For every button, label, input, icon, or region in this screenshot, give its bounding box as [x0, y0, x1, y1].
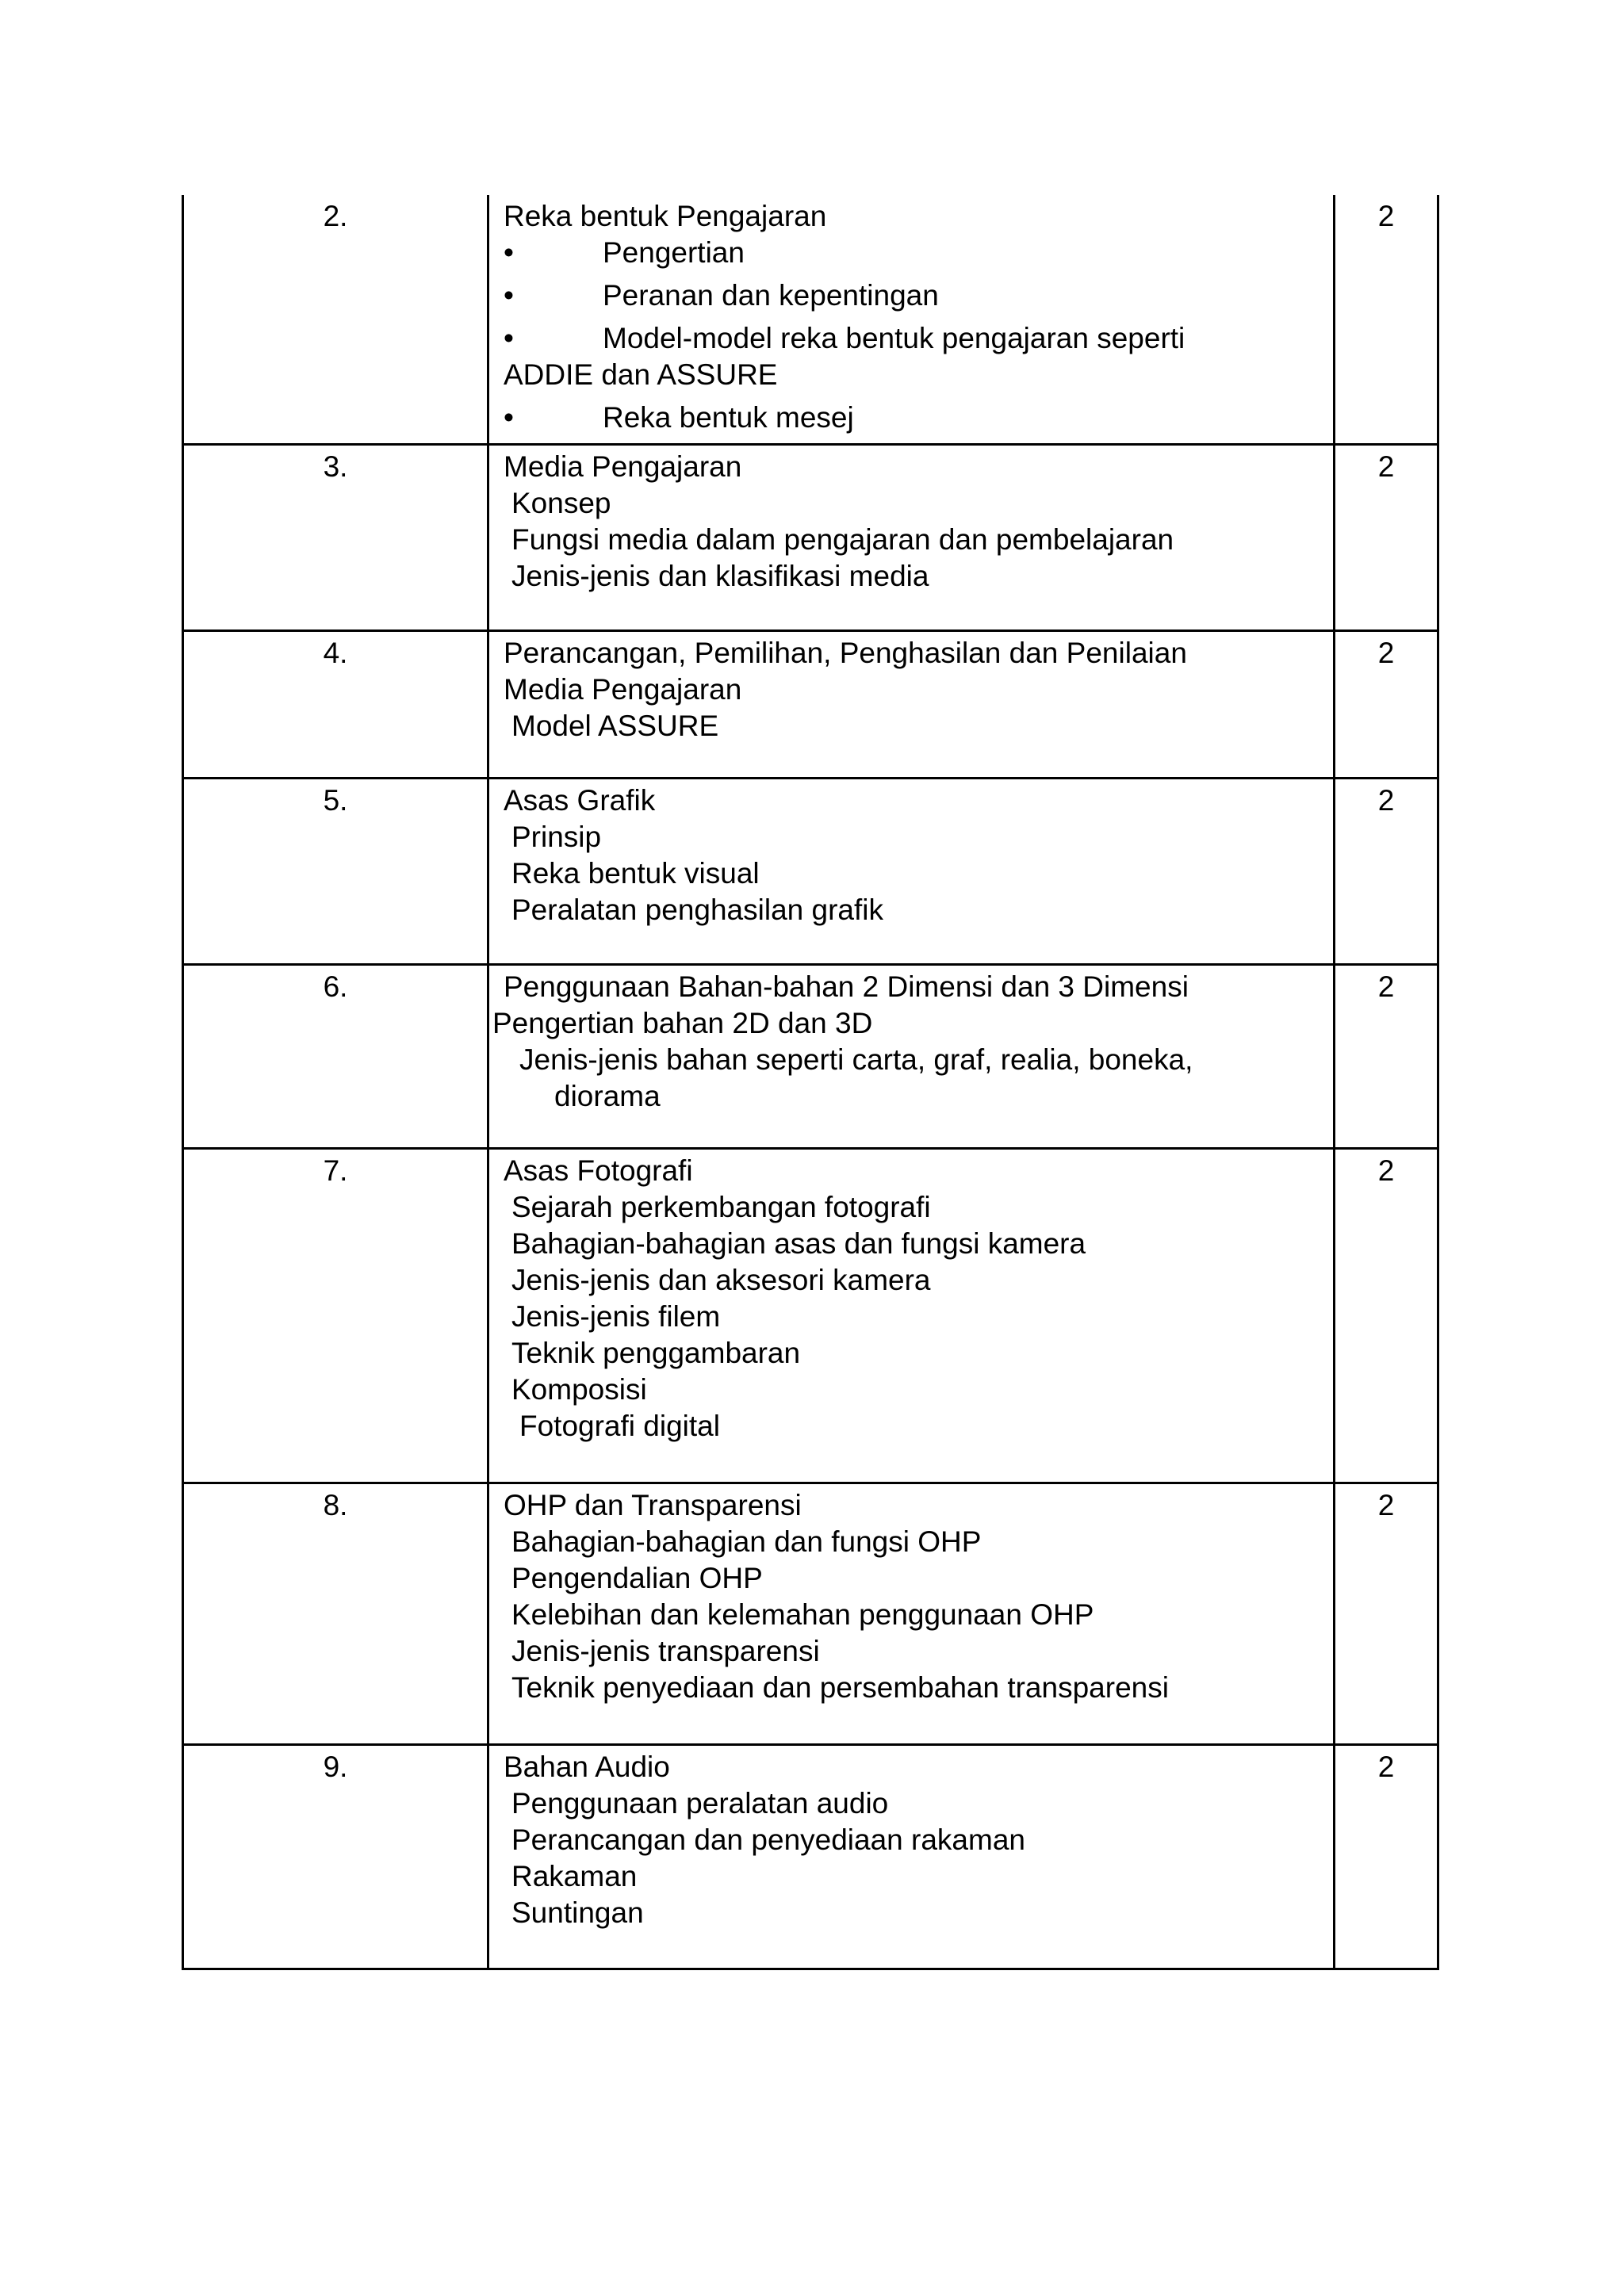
list-item-continuation: ADDIE dan ASSURE: [504, 358, 778, 391]
row-number-cell: [183, 1148, 488, 1483]
topic-cell: [488, 1148, 1335, 1483]
list-item: Kelebihan dan kelemahan penggunaan OHP: [511, 1598, 1094, 1631]
topic-cell: [488, 964, 1335, 1148]
topic-cell: [488, 778, 1335, 964]
hours-cell: [1335, 444, 1438, 630]
list-item: [504, 277, 1325, 314]
list-item-text: Peranan dan kepentingan: [603, 279, 939, 312]
list-item: [504, 400, 1325, 436]
bullet-icon: •: [504, 401, 514, 434]
hours-value: 2: [1377, 970, 1395, 1003]
topic-cell: [488, 195, 1335, 444]
table-row: [183, 1148, 1438, 1483]
hours-cell: [1335, 964, 1438, 1148]
list-item-text: Model-model reka bentuk pengajaran seperti: [603, 322, 1185, 354]
row-number: 6.: [323, 970, 348, 1003]
list-item: Pengendalian OHP: [511, 1561, 763, 1594]
list-item-continuation: diorama: [554, 1079, 661, 1112]
list-item: Suntingan: [511, 1896, 644, 1929]
topic-cell: [488, 1744, 1335, 1969]
hours-cell: [1335, 1483, 1438, 1744]
table-row: [183, 630, 1438, 778]
bullet-icon: •: [504, 279, 514, 312]
bullet-icon: •: [504, 236, 514, 269]
list-item: Konsep: [511, 486, 611, 519]
hours-cell: [1335, 778, 1438, 964]
table-row: [183, 195, 1438, 444]
topic-title: Media Pengajaran: [504, 450, 742, 483]
list-item-text: Pengertian: [603, 236, 745, 269]
list-item: Reka bentuk visual: [511, 856, 760, 890]
topic-title: Asas Grafik: [504, 783, 656, 817]
hours-value: 2: [1377, 450, 1395, 483]
table-row: [183, 1744, 1438, 1969]
row-number-cell: [183, 195, 488, 444]
hours-value: 2: [1377, 636, 1395, 669]
hours-cell: [1335, 195, 1438, 444]
list-item: Jenis-jenis bahan seperti carta, graf, realia, boneka,: [519, 1043, 1193, 1076]
topic-title: Bahan Audio: [504, 1750, 670, 1783]
row-number: 3.: [323, 450, 348, 483]
topic-title: Perancangan, Pemilihan, Penghasilan dan Penilaian: [504, 636, 1187, 669]
list-item: Prinsip: [511, 820, 602, 853]
row-number-cell: [183, 444, 488, 630]
row-number-cell: [183, 1483, 488, 1744]
topic-title: Penggunaan Bahan-bahan 2 Dimensi dan 3 Dimensi: [504, 970, 1189, 1003]
bullet-icon: •: [504, 322, 514, 354]
hours-value: 2: [1377, 1488, 1395, 1521]
bullet-list: [504, 235, 1325, 436]
list-item: Bahagian-bahagian asas dan fungsi kamera: [511, 1226, 1086, 1260]
list-item: Fungsi media dalam pengajaran dan pembelajaran: [511, 522, 1174, 556]
row-number: 5.: [323, 783, 348, 817]
hours-value: 2: [1377, 1154, 1395, 1187]
hours-cell: [1335, 630, 1438, 778]
hours-value: 2: [1377, 783, 1395, 817]
table-row: [183, 444, 1438, 630]
row-number: 9.: [323, 1750, 348, 1783]
list-item: Jenis-jenis transparensi: [511, 1634, 820, 1667]
list-item: Jenis-jenis filem: [511, 1299, 721, 1333]
hours-cell: [1335, 1744, 1438, 1969]
table-row: [183, 1483, 1438, 1744]
list-item: Fotografi digital: [519, 1409, 720, 1442]
list-item: Bahagian-bahagian dan fungsi OHP: [511, 1525, 982, 1558]
hours-value: 2: [1377, 1750, 1395, 1783]
list-item: Jenis-jenis dan aksesori kamera: [511, 1263, 931, 1296]
list-item: [504, 320, 1325, 393]
list-item: Komposisi: [511, 1372, 647, 1406]
syllabus-table: [182, 195, 1439, 1970]
row-number: 8.: [323, 1488, 348, 1521]
list-item: Rakaman: [511, 1859, 638, 1892]
topic-title: Reka bentuk Pengajaran: [504, 200, 827, 232]
row-number: 4.: [323, 636, 348, 669]
row-number-cell: [183, 1744, 488, 1969]
topic-cell: [488, 630, 1335, 778]
list-item: [504, 235, 1325, 271]
topic-cell: [488, 1483, 1335, 1744]
topic-title: OHP dan Transparensi: [504, 1488, 802, 1521]
row-number: 2.: [323, 200, 348, 232]
list-item: Jenis-jenis dan klasifikasi media: [511, 559, 929, 592]
hours-value: 2: [1377, 200, 1395, 232]
list-item: Pengertian bahan 2D dan 3D: [492, 1006, 873, 1039]
list-item: Teknik penggambaran: [511, 1336, 801, 1369]
list-item: Perancangan dan penyediaan rakaman: [511, 1823, 1025, 1856]
row-number-cell: [183, 778, 488, 964]
list-item-text: Reka bentuk mesej: [603, 401, 854, 434]
row-number-cell: [183, 630, 488, 778]
list-item: Penggunaan peralatan audio: [511, 1786, 889, 1820]
list-item: Model ASSURE: [511, 709, 719, 742]
list-item: Peralatan penghasilan grafik: [511, 893, 883, 926]
table-row: [183, 964, 1438, 1148]
hours-cell: [1335, 1148, 1438, 1483]
topic-cell: [488, 444, 1335, 630]
topic-title-line2: Media Pengajaran: [504, 672, 742, 706]
row-number: 7.: [323, 1154, 348, 1187]
row-number-cell: [183, 964, 488, 1148]
table-row: [183, 778, 1438, 964]
list-item: Sejarah perkembangan fotografi: [511, 1190, 931, 1223]
topic-title: Asas Fotografi: [504, 1154, 693, 1187]
list-item: Teknik penyediaan dan persembahan transparensi: [511, 1670, 1169, 1704]
